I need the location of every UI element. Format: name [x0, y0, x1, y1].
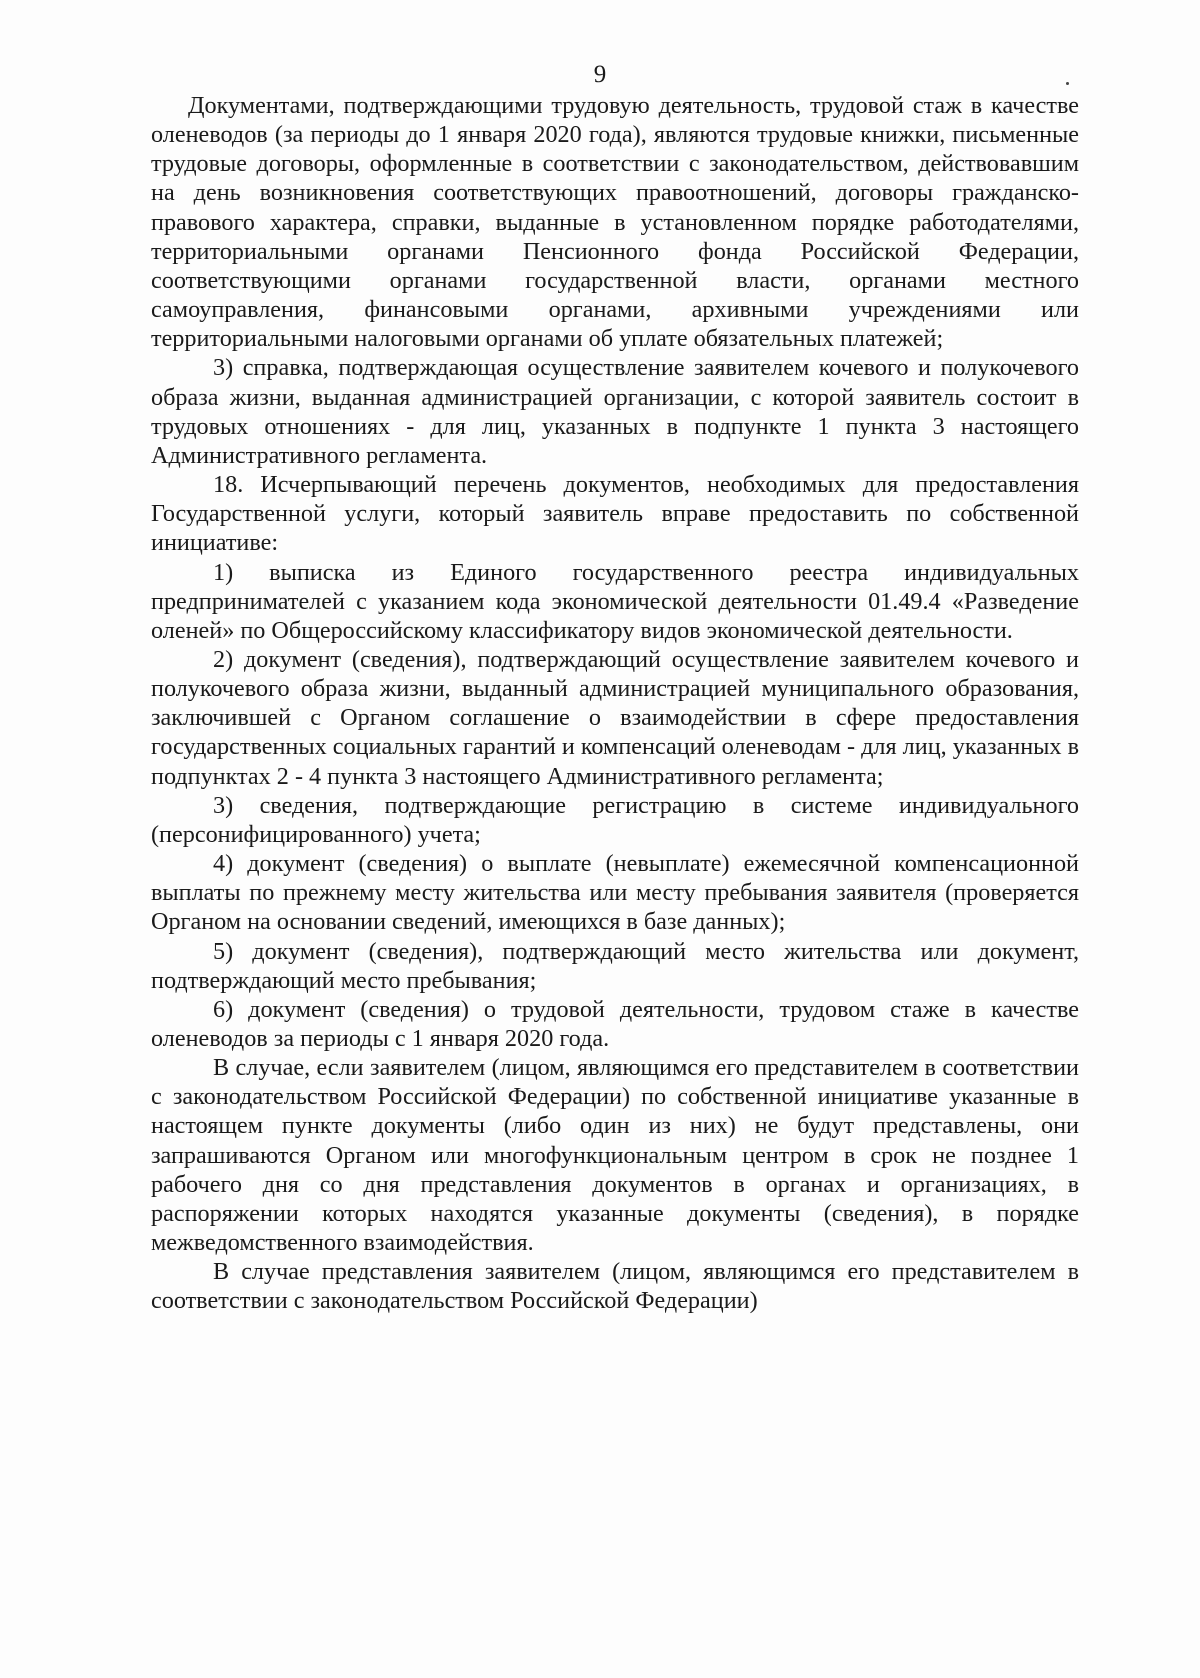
paragraph-item-2-municipal-document: 2) документ (сведения), подтверждающий осуществление заявителем кочевого и полукочевого образа жизни, выданный администрацией муниципального образования, заключившей с Органом соглашение о взаимодействии в сфере предоставления государственных социальных гарантий и компенсаций оленеводам - для лиц, указанных в подпунктах 2 - 4 пункта 3 настоящего Административного регламента;: [151, 645, 1079, 790]
paragraph-item-1-registry-extract: 1) выписка из Единого государственного реестра индивидуальных предпринимателей с указанием кода экономической деятельности 01.49.4 «Разведение оленей» по Общероссийскому классификатору видов экономической деятельности.: [151, 558, 1079, 644]
paragraph-item-4-payment-document: 4) документ (сведения) о выплате (невыплате) ежемесячной компенсационной выплаты по прежнему месту жительства или месту пребывания заявителя (проверяется Органом на основании сведений, имеющихся в базе данных);: [151, 850, 1079, 936]
paragraph-section-18: 18. Исчерпывающий перечень документов, необходимых для предоставления Государственной услуги, который заявитель вправе предоставить по собственной инициативе:: [151, 471, 1079, 557]
document-body: [151, 91, 1079, 1316]
paragraph-item-5-residence-document: 5) документ (сведения), подтверждающий место жительства или документ, подтверждающий место пребывания;: [151, 937, 1079, 994]
scan-speck: [1066, 82, 1069, 85]
paragraph-item-6-employment-document: 6) документ (сведения) о трудовой деятельности, трудовом стаже в качестве оленеводов за периоды с 1 января 2020 года.: [151, 995, 1079, 1052]
paragraph-item-3-nomadic-certificate: 3) справка, подтверждающая осуществление заявителем кочевого и полукочевого образа жизни, выданная администрацией организации, с которой заявитель состоит в трудовых отношениях - для лиц, указанных в подпункте 1 пункта 3 настоящего Административного регламента.: [151, 354, 1079, 469]
page-number: 9: [593, 61, 607, 88]
paragraph-documents-confirming-employment: Документами, подтверждающими трудовую деятельность, трудовой стаж в качестве оленеводов (за периоды до 1 января 2020 года), являются трудовые книжки, письменные трудовые договоры, оформленные в соответствии с законодательством, действовавшим на день возникновения соответствующих правоотношений, договоры гражданско-правового характера, справки, выданные в установленном порядке работодателями, территориальными органами Пенсионного фонда Российской Федерации, соответствующими органами государственной власти, органами местного самоуправления, финансовыми органами, архивными учреждениями или территориальными налоговыми органами об уплате обязательных платежей;: [151, 92, 1079, 353]
paragraph-item-3-registration-info: 3) сведения, подтверждающие регистрацию в системе индивидуального (персонифицированного) учета;: [151, 791, 1079, 848]
paragraph-interagency-request: В случае, если заявителем (лицом, являющимся его представителем в соответствии с законодательством Российской Федерации) по собственной инициативе указанные в настоящем пункте документы (либо один из них) не будут представлены, они запрашиваются Органом или многофункциональным центром в срок не позднее 1 рабочего дня со дня представления документов в органах и организациях, в распоряжении которых находятся указанные документы (сведения), в порядке межведомственного взаимодействия.: [151, 1054, 1079, 1257]
paragraph-applicant-submission: В случае представления заявителем (лицом, являющимся его представителем в соответствии с законодательством Российской Федерации): [151, 1258, 1079, 1315]
